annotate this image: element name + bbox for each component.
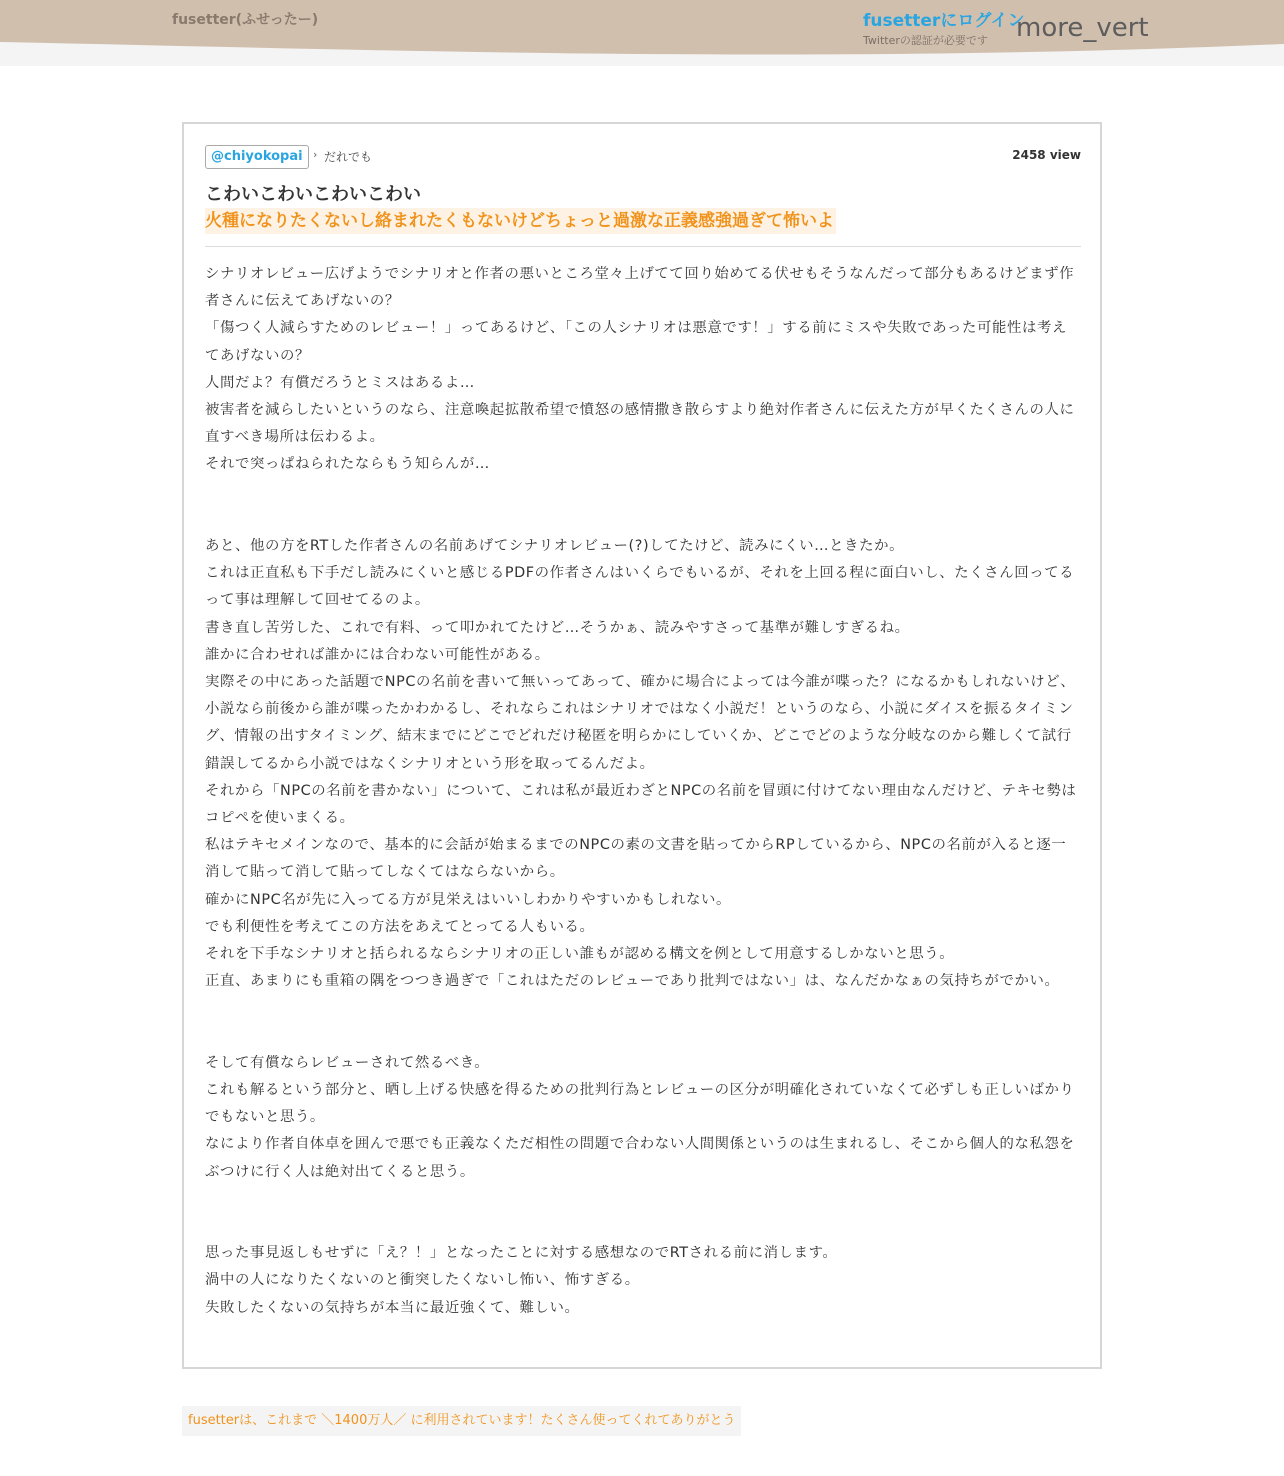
body-line: でも利便性を考えてこの方法をあえてとってる人もいる。 xyxy=(205,918,595,935)
body-line: それで突っぱねられたならもう知らんが… xyxy=(205,456,490,473)
body-line: なにより作者自体卓を囲んで悪でも正義なくただ相性の問題で合わない人間関係というのは生まれるし、そこから個人的な私怨をぶつけに行く人は絶対出てくると思う。 xyxy=(205,1136,1075,1180)
body-line: 被害者を減らしたいというのなら、注意喚起拡散希望で憤怒の感情撒き散らすより絶対作者さんに伝えた方が早くたくさんの人に直すべき場所は伝わるよ。 xyxy=(205,402,1075,446)
body-line: 思った事見返しもせずに「え？！」となったことに対する感想なのでRTされる前に消します。 xyxy=(205,1245,838,1262)
body-line: 確かにNPC名が先に入ってる方が見栄えはいいしわかりやすいかもしれない。 xyxy=(205,891,731,908)
body-line: これは正直私も下手だし読みにくいと感じるPDFの作者さんはいくらでもいるが、それを上回る程に面白いし、たくさん回ってるって事は理解して回せてるのよ。 xyxy=(205,565,1075,609)
audience-label: だれでも xyxy=(324,150,373,164)
body-line: そして有償ならレビューされて然るべき。 xyxy=(205,1054,490,1071)
body-blank-line xyxy=(205,1023,1081,1050)
body-line: 「傷つく人減らすためのレビュー！」ってあるけど、「この人シナリオは悪意です！」する前にミスや失敗であった可能性は考えてあげないの？ xyxy=(205,320,1067,364)
author-tag[interactable]: @chiyokopai xyxy=(205,145,309,169)
login-note: Twitterの認証が必要です xyxy=(863,34,988,47)
chevron-right-icon: › xyxy=(313,148,318,161)
post-card xyxy=(182,122,1102,1369)
body-line: 実際その中にあった話題でNPCの名前を書いて無いってあって、確かに場合によっては今誰が喋った？になるかもしれないけど、小説なら前後から誰が喋ったかわかるし、それならこれはシナリオではなく小説だ！というのなら、小説にダイスを振るタイミング、情報の出すタイミング、結末までにどこでどれだけ秘匿を明らかにしていくか、どこでどのような分岐なのから難しくて試行錯誤してるから小説ではなくシナリオという形を取ってるんだよ。 xyxy=(205,674,1076,772)
body-blank-line xyxy=(205,479,1081,506)
body-blank-line xyxy=(205,1186,1081,1213)
post-title: こわいこわいこわいこわい xyxy=(205,184,421,205)
site-header xyxy=(0,0,1284,66)
body-line: あと、他の方をRTした作者さんの名前あげてシナリオレビュー(?)してたけど、読みにくい…ときたか。 xyxy=(205,538,905,554)
body-line: 誰かに合わせれば誰かには合わない可能性がある。 xyxy=(205,646,550,663)
site-logo-link[interactable]: fusetter(ふせったー) xyxy=(172,12,319,28)
body-line: 書き直し苦労した、これで有料、って叩かれてたけど…そうかぁ、読みやすさって基準が難しすぎるね。 xyxy=(205,619,910,636)
title-divider xyxy=(205,246,1081,247)
body-blank-line xyxy=(205,995,1081,1022)
body-line: 渦中の人になりたくないのと衝突したくないし怖い、怖すぎる。 xyxy=(205,1272,640,1289)
view-count: 2458 view xyxy=(1012,148,1081,162)
login-block xyxy=(863,10,1024,48)
body-line: 人間だよ？有償だろうとミスはあるよ… xyxy=(205,374,475,391)
post-content xyxy=(205,144,1081,1322)
more-vert-icon[interactable]: more_vert xyxy=(1016,13,1149,43)
post-body xyxy=(205,261,1081,1322)
post-subtitle: 火種になりたくないし絡まれたくもないけどちょっと過激な正義感強過ぎて怖いよ xyxy=(205,208,836,234)
body-line: それから「NPCの名前を書かない」について、これは私が最近わざとNPCの名前を冒頭に付けてない理由なんだけど、テキセ勢はコピペを使いまくる。 xyxy=(205,782,1077,827)
body-blank-line xyxy=(205,1213,1081,1240)
post-meta xyxy=(205,144,1081,170)
body-line: 私はテキセメインなので、基本的に会話が始まるまでのNPCの素の文書を貼ってからRPしているから、NPCの名前が入ると逐一消して貼って消して貼ってしなくてはならないから。 xyxy=(205,837,1067,881)
login-link[interactable]: fusetterにログイン xyxy=(863,11,1025,31)
body-blank-line xyxy=(205,506,1081,533)
body-line: これも解るという部分と、晒し上げる快感を得るための批判行為とレビューの区分が明確化されていなくて必ずしも正しいばかりでもないと思う。 xyxy=(205,1082,1075,1126)
body-line: シナリオレビュー広げようでシナリオと作者の悪いところ堂々上げてて回り始めてる伏せもそうなんだって部分もあるけどまず作者さんに伝えてあげないの？ xyxy=(205,266,1075,310)
body-line: 失敗したくないの気持ちが本当に最近強くて、難しい。 xyxy=(205,1299,580,1316)
body-line: それを下手なシナリオと括られるならシナリオの正しい誰もが認める構文を例として用意するしかないと思う。 xyxy=(205,946,955,963)
body-line: 正直、あまりにも重箱の隅をつつき過ぎで「これはただのレビューであり批判ではない」は、なんだかなぁの気持ちがでかい。 xyxy=(205,973,1060,990)
usage-note: fusetterは、これまで ＼1400万人／ に利用されています！たくさん使ってくれてありがとう xyxy=(182,1406,741,1436)
